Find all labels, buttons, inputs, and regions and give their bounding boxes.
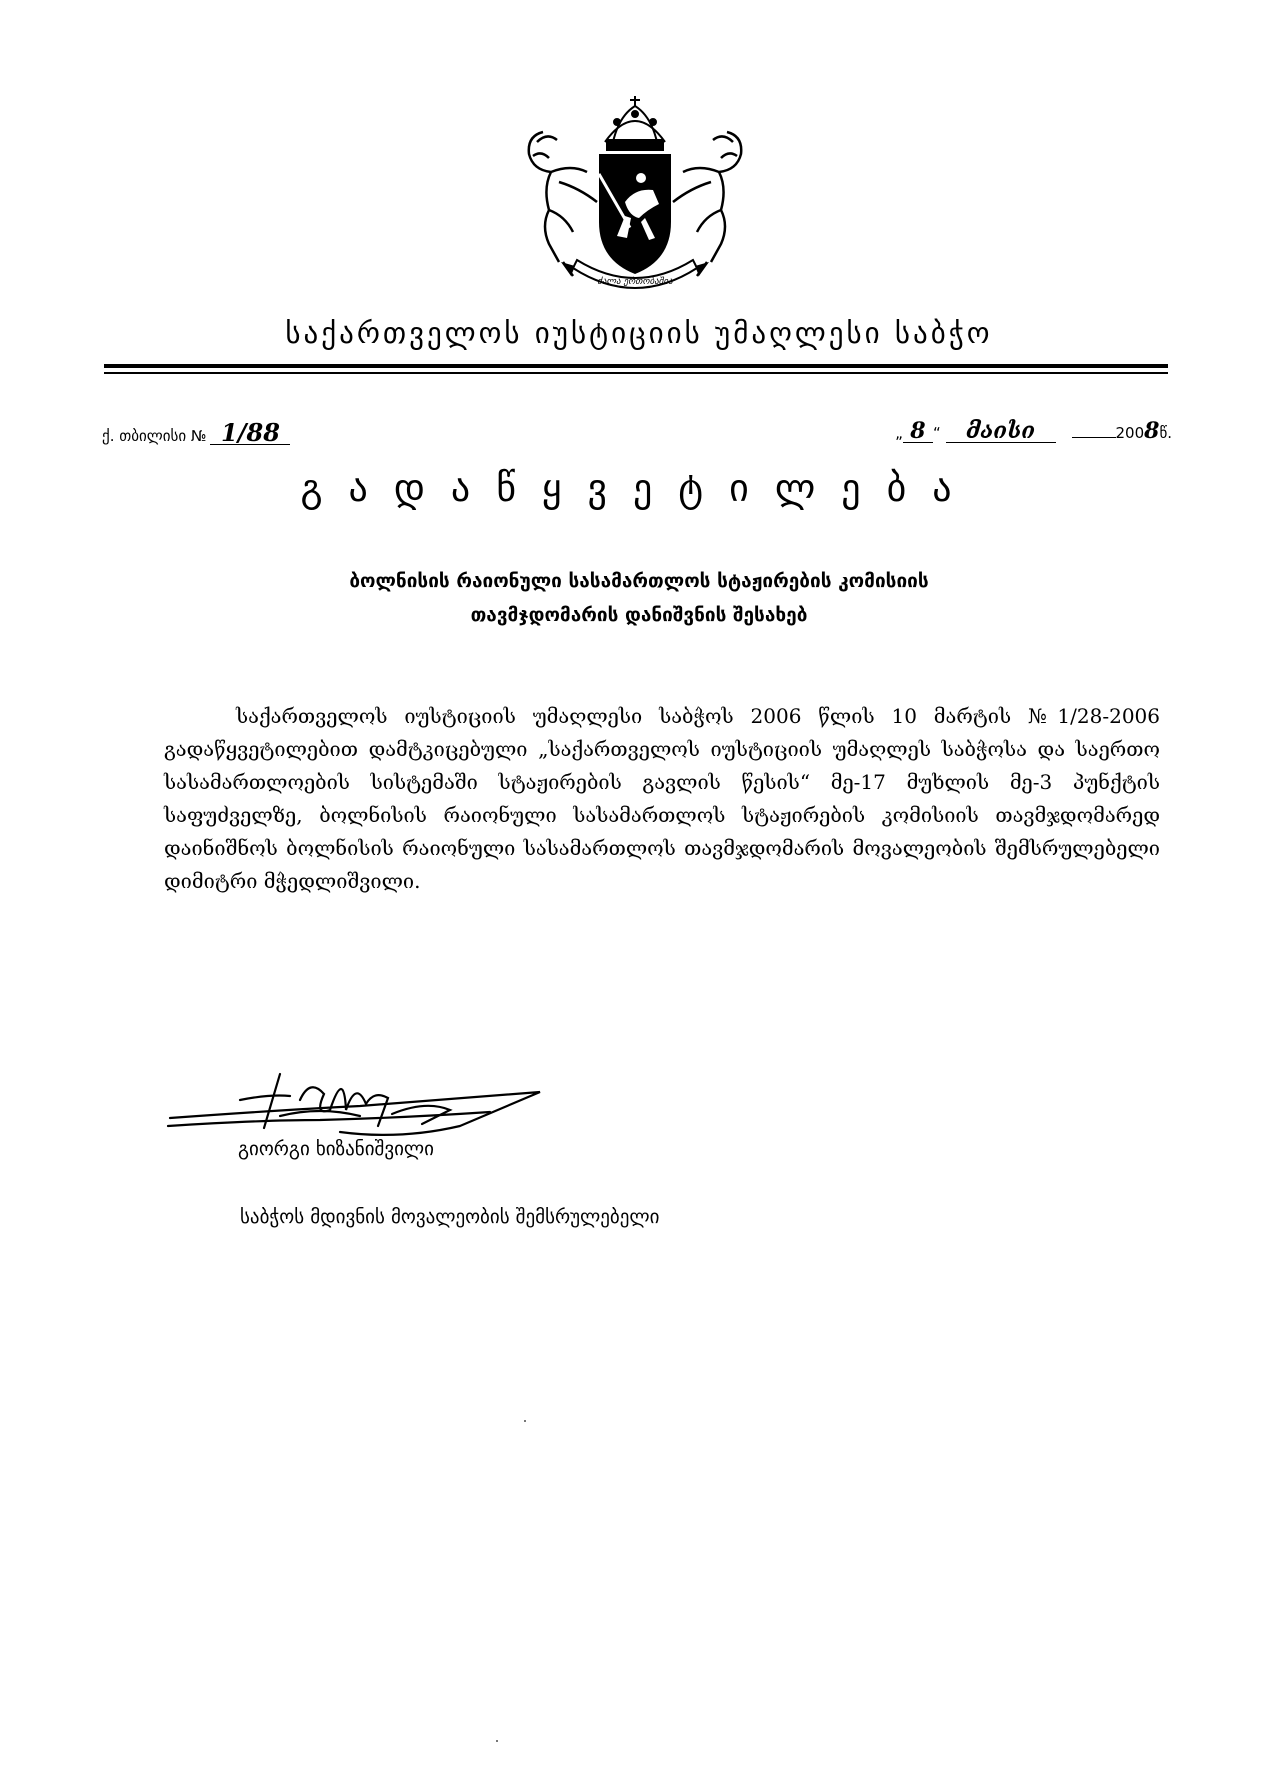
institution-heading: საქართველოს იუსტიციის უმაღლესი საბჭო — [285, 316, 993, 350]
document-number: 1/88 — [210, 422, 290, 445]
header-rule-thick — [104, 364, 1168, 368]
coat-of-arms-emblem — [513, 92, 757, 304]
city-label: ქ. თბილისი № — [102, 427, 207, 445]
signer-name: გიორგი ხიზანიშვილი — [238, 1138, 434, 1160]
subject-line-1: ბოლნისის რაიონული სასამართლოს სტაჟირების კომისიის — [349, 570, 929, 592]
document-body: საქართველოს იუსტიციის უმაღლესი საბჭოს 2006 წლის 10 მარტის №1/28-2006 გადაწყვეტილებით დამტკიცებული „საქართველოს იუსტიციის უმაღლეს საბჭოსა და საერთო სასამართლოების სისტემაში სტაჟირების გავლის წესის“ მე-17 მუხლის მე-3 პუნქტის საფუძველზე, ბოლნისის რაიონული სასამართლოს სტაჟირების კომისიის თავმჯდომარედ დაინიშნოს ბოლნისის რაიონული სასამართლოს თავმჯდომარის მოვალეობის შემსრულებელი დიმიტრი მჭედლიშვილი. — [164, 704, 1160, 893]
document-subject — [150, 564, 1128, 632]
scan-speck — [524, 1420, 526, 1422]
document-title: გადაწყვეტილება — [300, 466, 978, 510]
date-year-suffix: წ. — [1159, 424, 1172, 442]
subject-line-2: თავმჯდომარის დანიშვნის შესახებ — [470, 604, 808, 626]
header-rule-thin — [104, 372, 1168, 374]
date-year-prefix: 200 — [1115, 424, 1145, 442]
registration-date-block: „ 8 “ მაისი 2008წ. — [895, 418, 1172, 444]
registration-number-block — [102, 418, 290, 447]
date-blank-line — [1072, 437, 1116, 438]
signer-position: საბჭოს მდივნის მოვალეობის შემსრულებელი — [240, 1206, 660, 1228]
coat-ribbon-text: ძალა ერთობაშია — [597, 277, 673, 287]
date-month: მაისი — [946, 420, 1056, 443]
date-day: 8 — [903, 420, 933, 443]
date-year-digit: 8 — [1144, 418, 1160, 444]
handwritten-signature — [160, 1060, 600, 1150]
scan-speck — [496, 1740, 498, 1742]
